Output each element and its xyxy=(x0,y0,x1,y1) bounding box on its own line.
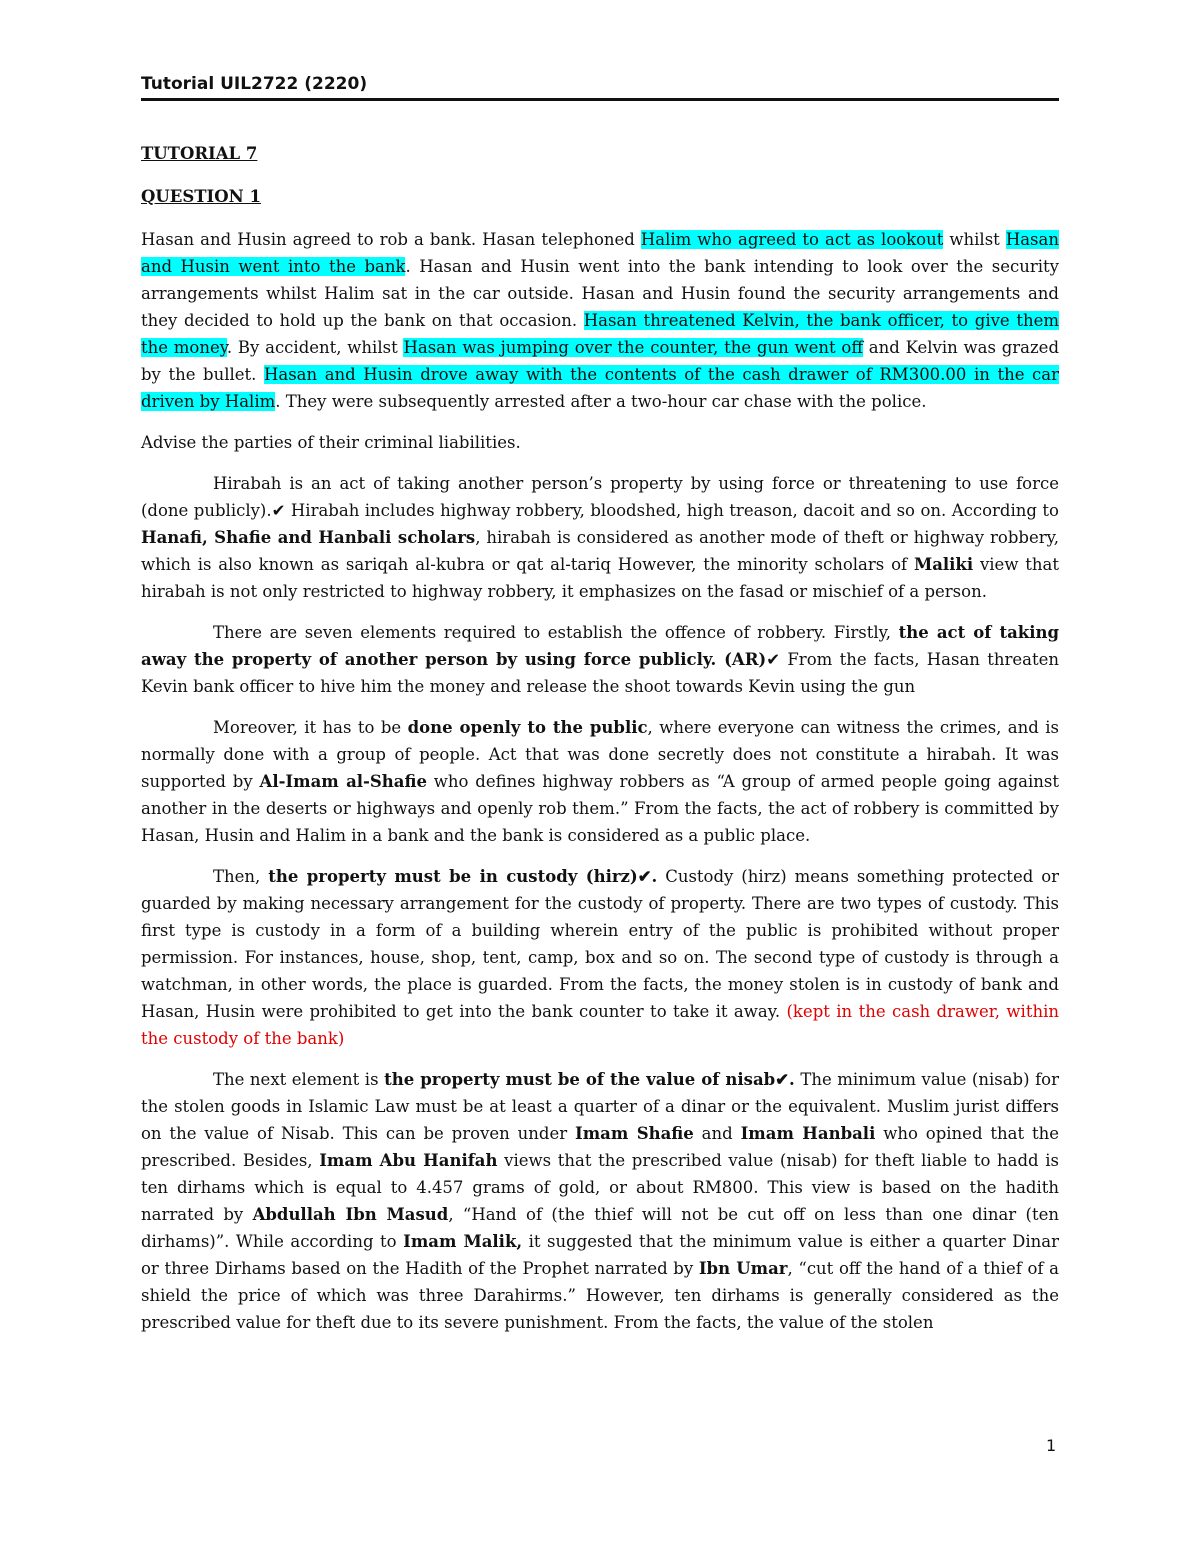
text-run: , where everyone can witness the crimes, and is normally done with a group of people. Act that was done secretly does not constitute a hirabah. It was supported by xyxy=(141,718,1059,791)
red-annotation: (kept in the cash drawer, within the custody of the bank) xyxy=(141,1002,1059,1048)
answer-paragraph-hirabah xyxy=(141,470,1059,605)
question-text-run: . They were subsequently arrested after a two-hour car chase with the police. xyxy=(275,392,927,411)
bold-text: Al-Imam al-Shafie xyxy=(259,772,427,791)
bold-text: the property must be in custody (hirz)✔. xyxy=(268,867,658,886)
bold-text: Ibn Umar xyxy=(698,1259,788,1278)
text-run: Custody (hirz) means something protected or guarded by making necessary arrangement for the custody of property. There are two types of custody. This first type is custody in a form of a building wherein entry of the public is prohibited without proper permission. For instances, house, shop, tent, camp, box and so on. The second type of custody is through a watchman, in other words, the place is guarded. From the facts, the money stolen is in custody of bank and Hasan, Husin were prohibited to get into the bank counter to take it away. xyxy=(141,867,1060,1021)
highlighted-text: Halim who agreed to act as lookout xyxy=(640,230,944,249)
answer-paragraph-nisab xyxy=(141,1066,1059,1336)
text-run: it suggested that the minimum value is either a quarter Dinar or three Dirhams based on the Hadith of the Prophet narrated by xyxy=(141,1232,1059,1278)
answer-paragraph-elements xyxy=(141,619,1059,700)
question-text-run: Hasan and Husin agreed to rob a bank. Hasan telephoned xyxy=(141,230,641,249)
question-text-run: and Kelvin was grazed by the bullet. xyxy=(141,338,1060,384)
header-divider xyxy=(141,98,1059,101)
text-run: The minimum value (nisab) for the stolen goods in Islamic Law must be at least a quarter of a dinar or the equivalent. Muslim jurist differs on the value of Nisab. This can be proven under xyxy=(141,1070,1059,1143)
bold-text: Hanafi, Shafie and Hanbali scholars xyxy=(141,528,476,547)
text-run: The next element is xyxy=(213,1070,385,1089)
bold-text: Imam Malik, xyxy=(403,1232,523,1251)
text-run: view that hirabah is not only restricted to highway robbery, it emphasizes on the fasad or mischief of a person. xyxy=(141,555,1059,601)
question-text-run: whilst xyxy=(943,230,1006,249)
text-run: Hirabah is an act of taking another person’s property by using force or threatening to use force (done publicly).✔ Hirabah includes highway robbery, bloodshed, high treason, dacoit and so on. According to xyxy=(141,474,1059,520)
page-number: 1 xyxy=(1046,1436,1057,1455)
bold-text: Imam Shafie xyxy=(575,1124,694,1143)
text-run: who defines highway robbers as “A group of armed people going against another in the deserts or highways and openly rob them.” From the facts, the act of robbery is committed by Hasan, Husin and Halim in a bank and the bank is considered as a public place. xyxy=(141,772,1059,845)
bold-text: the act of taking away the property of another person by using force publicly. (AR) xyxy=(141,623,1060,669)
text-run: There are seven elements required to establish the offence of robbery. Firstly, xyxy=(213,623,899,642)
bold-text: Imam Hanbali xyxy=(740,1124,876,1143)
answer-paragraph-openly xyxy=(141,714,1059,849)
text-run: Moreover, it has to be xyxy=(213,718,408,737)
document-body xyxy=(141,140,1059,1350)
bold-text: Imam Abu Hanifah xyxy=(319,1151,498,1170)
highlighted-text: Hasan and Husin drove away with the contents of the cash drawer of RM300.00 in the car driven by Halim xyxy=(141,365,1059,411)
highlighted-text: Hasan and Husin went into the bank xyxy=(141,230,1059,276)
header-title: Tutorial UIL2722 (2220) xyxy=(141,74,368,94)
bold-text: Abdullah Ibn Masud xyxy=(252,1205,449,1224)
bold-text: Maliki xyxy=(913,555,974,574)
text-run: , “cut off the hand of a thief of a shield the price of which was three Darahirms.” However, ten dirhams is generally considered as the prescribed value for theft due to its severe punishment. From the facts, the value of the stolen xyxy=(141,1259,1059,1332)
text-run: Then, xyxy=(213,867,269,886)
text-run: views that the prescribed value (nisab) for theft liable to hadd is ten dirhams which is equal to 4.457 grams of gold, or about RM800. This view is based on the hadith narrated by xyxy=(141,1151,1060,1224)
question-heading: QUESTION 1 xyxy=(141,187,261,206)
tutorial-heading: TUTORIAL 7 xyxy=(141,144,258,163)
advise-instruction: Advise the parties of their criminal liabilities. xyxy=(141,433,521,452)
bold-text: the property must be of the value of nisab✔. xyxy=(384,1070,795,1089)
highlighted-text: Hasan threatened Kelvin, the bank officer, to give them the money xyxy=(141,311,1059,357)
text-run: ✔ From the facts, Hasan threaten Kevin bank officer to hive him the money and release the shoot towards Kevin using the gun xyxy=(141,650,1059,696)
text-run: , “Hand of (the thief will not be cut off on less than one dinar (ten dirhams)”. While according to xyxy=(141,1205,1059,1251)
question-text xyxy=(141,226,1059,415)
highlighted-text: Hasan was jumping over the counter, the gun went off xyxy=(403,338,864,357)
text-run: , hirabah is considered as another mode of theft or highway robbery, which is also known as sariqah al-kubra or qat al-tariq However, the minority scholars of xyxy=(141,528,1059,574)
text-run: and xyxy=(693,1124,741,1143)
answer-paragraph-custody xyxy=(141,863,1059,1052)
question-text-run: . Hasan and Husin went into the bank intending to look over the security arrangements whilst Halim sat in the car outside. Hasan and Husin found the security arrangements and they decided to hold up the bank on that occasion. xyxy=(141,257,1059,330)
text-run: who opined that the prescribed. Besides, xyxy=(141,1124,1059,1170)
bold-text: done openly to the public xyxy=(407,718,648,737)
question-text-run: . By accident, whilst xyxy=(226,338,404,357)
